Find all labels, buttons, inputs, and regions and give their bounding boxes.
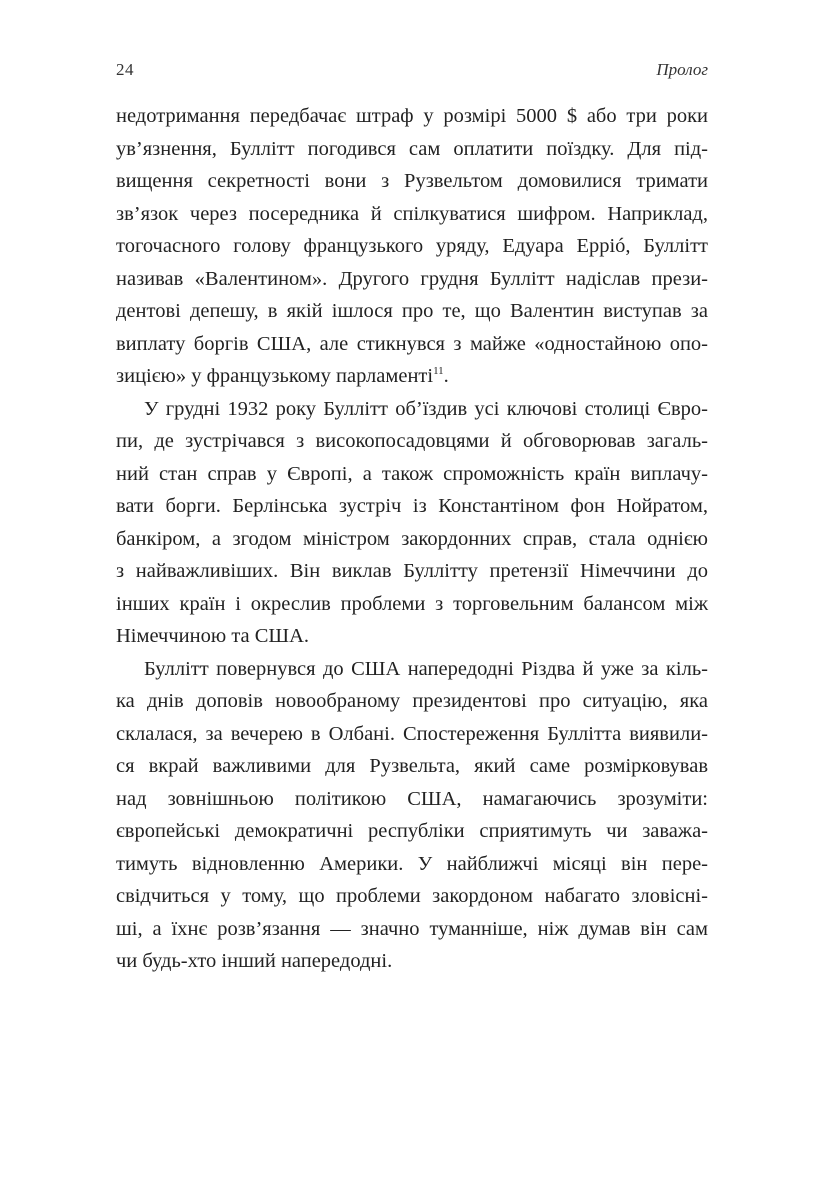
line-text: ся вкрай важливими для Рузвельта, який саме розмірковував xyxy=(116,755,708,777)
line-text: інших країн і окреслив проблеми з торговельним балансом між xyxy=(116,592,708,615)
line-text: чи будь-хто інший напередодні. xyxy=(116,950,393,972)
text-line xyxy=(116,620,708,653)
text-line xyxy=(116,913,708,946)
line-text: вищення секретності вони з Рузвельтом домовилися тримати xyxy=(116,170,708,192)
text-line xyxy=(116,880,708,913)
text-line xyxy=(116,848,708,881)
text-line xyxy=(116,523,708,556)
line-text: зицією» у французькому парламенті xyxy=(116,365,434,387)
text-line xyxy=(116,360,708,393)
text-line xyxy=(116,100,708,133)
line-text: ка днів доповів новообраному президентові про ситуацію, яка xyxy=(116,690,708,712)
running-head: Пролог xyxy=(656,60,708,79)
line-text: тогочасного голову французького уряду, Едуара Ерріó, Буллітт xyxy=(116,235,708,257)
text-line xyxy=(116,555,708,588)
text-line xyxy=(116,750,708,783)
line-text: над зовнішньою політикою США, намагаючись зрозуміти: xyxy=(116,787,708,810)
line-text: склалася, за вечерею в Олбані. Спостереження Буллітта виявили- xyxy=(116,722,708,745)
line-text: свідчиться у тому, що проблеми закордоном набагато зловісні- xyxy=(116,885,708,907)
line-text: зв’язок через посередника й спілкуватися шифром. Наприклад, xyxy=(116,202,708,225)
text-line xyxy=(116,588,708,621)
text-line xyxy=(116,815,708,848)
line-text: тимуть відновленню Америки. У найближчі місяці він пере- xyxy=(116,852,708,875)
text-line xyxy=(116,425,708,458)
body-text xyxy=(116,100,708,978)
text-line xyxy=(116,945,708,978)
line-text: Буллітт повернувся до США напередодні Різдва й уже за кіль- xyxy=(144,657,708,680)
line-text: називав «Валентином». Другого грудня Буллітт надіслав прези- xyxy=(116,267,708,290)
paragraph-1 xyxy=(116,100,708,393)
text-line xyxy=(116,198,708,231)
text-line xyxy=(116,295,708,328)
text-line xyxy=(116,718,708,751)
text-line xyxy=(116,328,708,361)
page-number: 24 xyxy=(116,60,134,79)
text-line xyxy=(116,165,708,198)
line-text: недотримання передбачає штраф у розмірі 5000 $ або три роки xyxy=(116,105,708,127)
paragraph-3 xyxy=(116,653,708,978)
text-line xyxy=(116,685,708,718)
line-text: пи, де зустрічався з високопосадовцями й обговорював загаль- xyxy=(116,430,708,452)
text-line xyxy=(116,490,708,523)
footnote-reference: 11 xyxy=(433,365,444,378)
line-text: ний стан справ у Європі, а також спроможність країн виплачу- xyxy=(116,462,708,485)
line-text: ув’язнення, Буллітт погодився сам оплатити поїздку. Для під- xyxy=(116,137,708,160)
line-text: з найважливіших. Він виклав Буллітту претензії Німеччини до xyxy=(116,560,708,582)
text-line xyxy=(116,653,708,686)
text-line xyxy=(116,133,708,166)
paragraph-2 xyxy=(116,393,708,653)
line-text: вати борги. Берлінська зустріч із Константіном фон Нойратом, xyxy=(116,495,708,517)
text-line xyxy=(116,783,708,816)
line-text: Німеччиною та США. xyxy=(116,625,310,647)
text-line xyxy=(116,458,708,491)
line-text: європейські демократичні республіки сприятимуть чи заважа- xyxy=(116,820,708,842)
line-text: ші, а їхнє розв’язання — значно туманніше, ніж думав він сам xyxy=(116,917,708,940)
sentence-end: . xyxy=(443,365,449,387)
text-line xyxy=(116,263,708,296)
line-text: банкіром, а згодом міністром закордонних справ, стала однією xyxy=(116,527,708,550)
line-text: виплату боргів США, але стикнувся з майже «одностайною опо- xyxy=(116,332,708,355)
text-line xyxy=(116,393,708,426)
line-text: У грудні 1932 року Буллітт об’їздив усі ключові столиці Євро- xyxy=(144,397,708,420)
text-line xyxy=(116,230,708,263)
line-text: дентові депешу, в якій ішлося про те, що Валентин виступав за xyxy=(116,300,708,322)
